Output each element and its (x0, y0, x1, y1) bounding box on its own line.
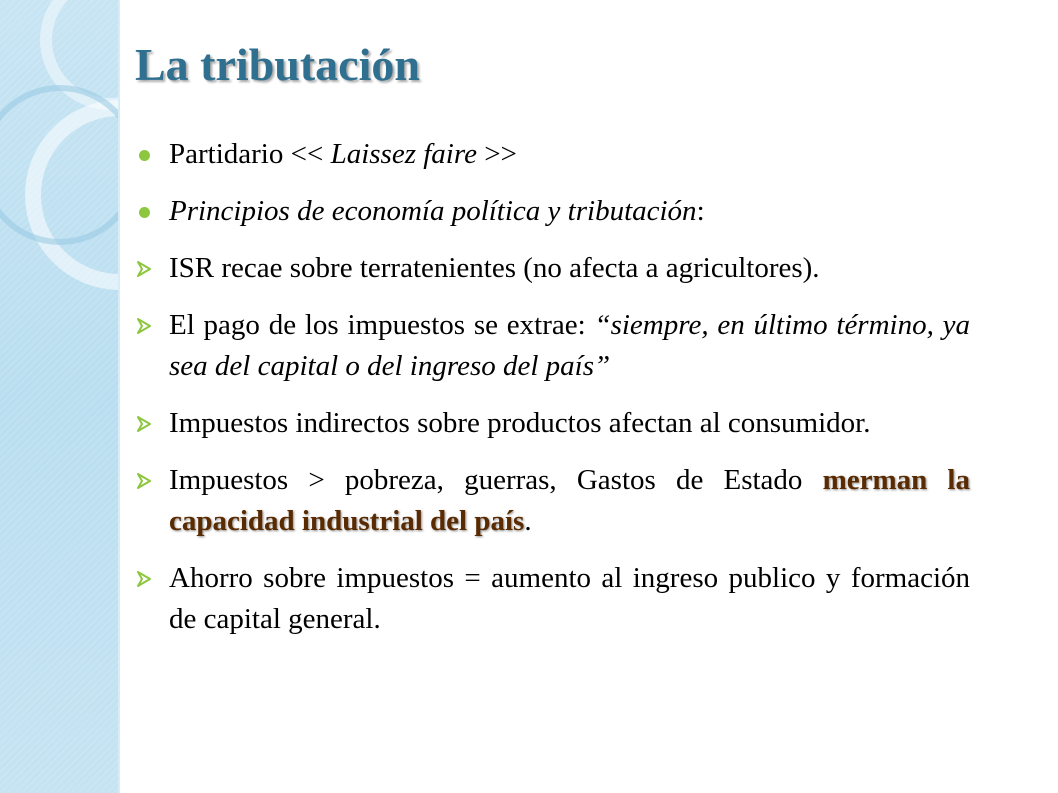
bullet-item (134, 558, 970, 640)
bullet-text: : (696, 195, 705, 227)
sidebar-edge (118, 0, 120, 793)
bullet-italic-text: Principios de economía política y tributación (169, 195, 697, 227)
bullet-quote: “siempre, en último término, ya sea del capital o del ingreso del país” (169, 309, 970, 382)
arrow-bullet-icon (136, 571, 152, 587)
bullet-item (134, 403, 970, 444)
bullet-text: El pago de los impuestos se extrae: (169, 309, 595, 341)
arrow-bullet-icon (136, 261, 152, 277)
bullet-item (134, 191, 970, 232)
decorative-ring (0, 85, 118, 245)
bullet-list (134, 134, 970, 640)
bullet-item (134, 248, 970, 289)
arrow-bullet-icon (136, 473, 152, 489)
bullet-text: >> (476, 138, 517, 170)
bullet-text: Impuestos > pobreza, guerras, Gastos de Estado (169, 464, 823, 496)
highlighted-text: merman la capacidad industrial del país (169, 464, 970, 537)
bullet-text: Ahorro sobre impuestos = aumento al ingreso publico y formación de capital general. (169, 562, 970, 635)
bullet-text: . (524, 505, 532, 537)
arrow-bullet-icon (136, 416, 152, 432)
bullet-text: Partidario << (169, 138, 331, 170)
decorative-sidebar (0, 0, 118, 793)
bullet-dot-icon (139, 207, 150, 218)
bullet-italic-text: Laissez faire (330, 138, 477, 170)
slide-title: La tributación (135, 39, 420, 90)
bullet-item (134, 134, 970, 175)
bullet-text: Impuestos indirectos sobre productos afectan al consumidor. (169, 407, 871, 439)
bullet-dot-icon (139, 150, 150, 161)
bullet-item (134, 460, 970, 542)
bullet-item (134, 305, 970, 387)
bullet-text: ISR recae sobre terratenientes (no afecta a agricultores). (169, 252, 820, 284)
arrow-bullet-icon (136, 318, 152, 334)
